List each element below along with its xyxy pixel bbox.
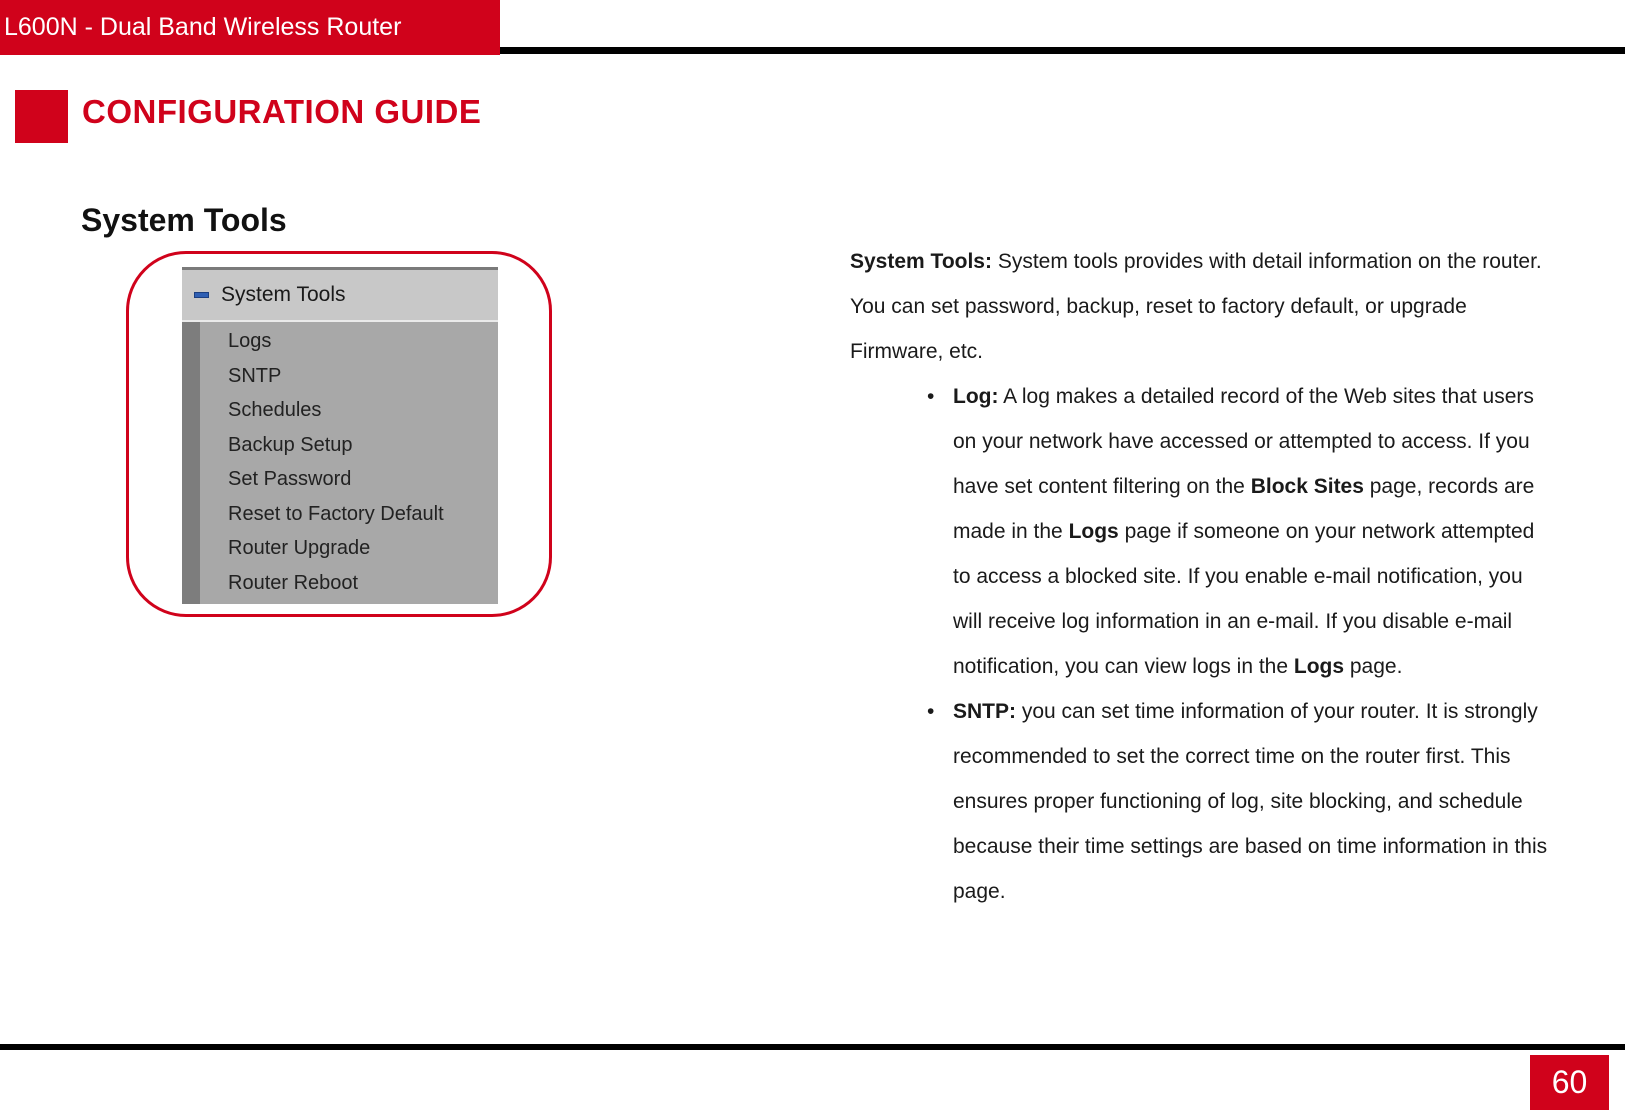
guide-marker — [15, 90, 68, 143]
menu-item-schedules[interactable]: Schedules — [228, 399, 322, 421]
guide-title: CONFIGURATION GUIDE — [82, 93, 482, 130]
menu-items — [228, 324, 444, 600]
menu-item-router-upgrade[interactable]: Router Upgrade — [228, 537, 371, 559]
log-label: Log: — [953, 385, 999, 408]
menu-item-backup-setup[interactable]: Backup Setup — [228, 433, 353, 456]
log-text: page if someone on your network attempted to access a blocked site. If you enable e-mail notification, you will receive log information in an e-mail. If you disable e-mail notification, you can view logs in the — [953, 520, 1535, 678]
sntp-label: SNTP: — [953, 700, 1016, 723]
log-bold-logs: Logs — [1068, 520, 1119, 543]
menu-heading[interactable] — [182, 270, 498, 322]
section-title: System Tools — [81, 202, 287, 238]
list-item-sntp — [850, 689, 1550, 914]
menu-item-set-password[interactable]: Set Password — [228, 468, 352, 490]
log-text: page. — [1344, 655, 1403, 678]
header-title-tab — [0, 0, 500, 55]
feature-list — [850, 374, 1550, 914]
page-number: 60 — [1530, 1055, 1609, 1110]
header-rule — [500, 47, 1625, 54]
menu-item-reset-factory-default[interactable]: Reset to Factory Default — [228, 502, 444, 525]
intro-label: System Tools: — [850, 250, 992, 273]
menu-item-sntp[interactable]: SNTP — [228, 364, 282, 387]
system-tools-menu — [182, 267, 498, 604]
intro-paragraph — [850, 239, 1550, 374]
log-bold-block-sites: Block Sites — [1250, 475, 1364, 498]
product-title: L600N - Dual Band Wireless Router — [4, 13, 402, 41]
menu-item-logs[interactable]: Logs — [228, 330, 272, 352]
description-block — [850, 239, 1550, 914]
menu-heading-label: System Tools — [221, 283, 346, 306]
minus-icon[interactable] — [194, 292, 209, 298]
log-text: page, records are made in the — [953, 475, 1535, 543]
menu-item-router-reboot[interactable]: Router Reboot — [228, 571, 359, 594]
log-text: A log makes a detailed record of the Web sites that users on your network have accessed or attempted to access. If you have set content filtering on the — [953, 385, 1534, 498]
list-item-log — [850, 374, 1550, 689]
footer-rule — [0, 1044, 1625, 1050]
log-bold-logs: Logs — [1293, 655, 1345, 678]
sntp-text: you can set time information of your router. It is strongly recommended to set the correct time on the router first. This ensures proper functioning of log, site blocking, and schedule because their time settings are based on time information in this page. — [953, 700, 1548, 903]
intro-text: System tools provides with detail information on the router. You can set password, backup, reset to factory default, or upgrade Firmware, etc. — [850, 250, 1542, 363]
